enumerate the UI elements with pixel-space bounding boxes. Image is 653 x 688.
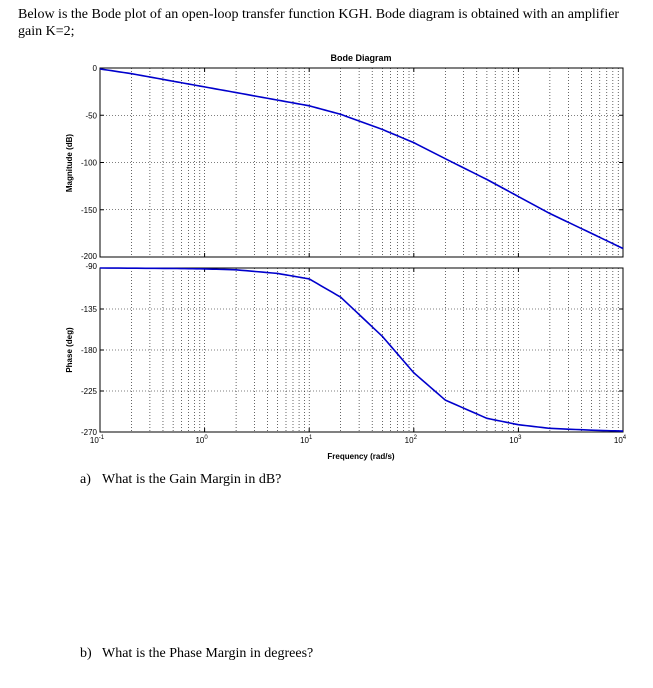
phase-curve (100, 268, 623, 431)
phase-y-ticks (81, 262, 623, 437)
frequency-axis-label: Frequency (rad/s) (327, 452, 395, 461)
x-tick-label: $10^3$ (509, 435, 522, 445)
magnitude-grid (100, 68, 623, 257)
magnitude-curve (100, 69, 623, 249)
question-b-text: What is the Phase Margin in degrees? (102, 646, 314, 661)
x-tick-label: $10^{-1}$ (89, 435, 105, 445)
question-b (80, 646, 313, 662)
magnitude-y-tick-label: 0 (92, 64, 97, 73)
magnitude-y-tick-label: -150 (80, 205, 97, 215)
phase-grid (100, 268, 623, 432)
chart-title: Bode Diagram (330, 53, 392, 63)
x-tick-label: $10^4$ (613, 435, 627, 445)
magnitude-axis-label: Magnitude (dB) (65, 133, 74, 193)
x-tick-label: $10^2$ (404, 435, 417, 445)
question-a-letter: a) (80, 472, 91, 487)
phase-y-tick-label: -225 (80, 387, 97, 396)
phase-y-tick-label: -270 (80, 428, 97, 437)
magnitude-y-tick-label: -50 (85, 111, 97, 121)
x-tick-label: $10^0$ (195, 435, 208, 445)
question-a-text: What is the Gain Margin in dB? (102, 472, 282, 487)
phase-axis-label: Phase (deg) (65, 327, 74, 373)
question-a (80, 472, 281, 488)
phase-y-tick-label: -135 (80, 305, 97, 314)
phase-y-tick-label: -90 (85, 262, 97, 271)
problem-intro: Below is the Bode plot of an open-loop transfer function KGH. Bode diagram is obtained with an amplifier gain K=2; (18, 7, 620, 39)
question-b-letter: b) (80, 646, 92, 661)
phase-y-tick-label: -180 (80, 346, 97, 355)
magnitude-y-tick-label: -200 (80, 252, 97, 261)
magnitude-y-tick-label: -100 (80, 158, 97, 168)
x-tick-label: $10^1$ (300, 435, 313, 445)
